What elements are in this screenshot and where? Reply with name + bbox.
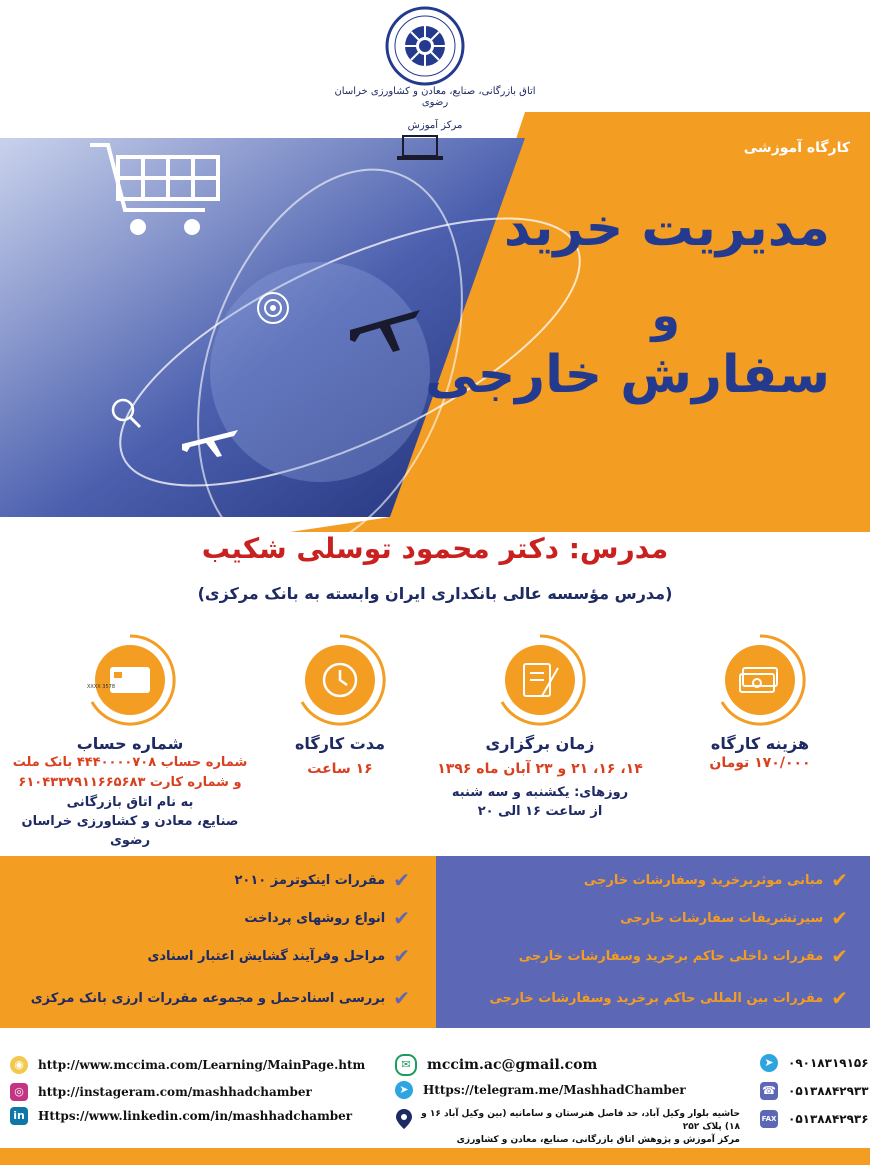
instructor-affiliation: (مدرس مؤسسه عالی بانکداری ایران وابسته به بانک مرکزی) (197, 584, 673, 603)
org-unit: مرکز آموزش (407, 120, 463, 131)
topic-left-item: ✔ مقررات اینکوترمز ۲۰۱۰ (234, 868, 410, 892)
shopping-cart-icon (80, 135, 230, 245)
account-info (5, 630, 255, 850)
phone-row[interactable] (760, 1082, 869, 1100)
email-icon: ✉ (395, 1054, 417, 1076)
instagram-icon: ◎ (10, 1083, 28, 1101)
schedule-dates: ۱۴، ۱۶، ۲۱ و ۲۳ آبان ماه ۱۳۹۶ (437, 761, 643, 777)
course-title-and: و (651, 288, 680, 342)
duration-value: ۱۶ ساعت (307, 761, 373, 777)
magnifier-icon (108, 395, 144, 431)
address-line2: مرکز آموزش و پژوهش اتاق بازرگانی، صنایع، معادن و کشاورزی (456, 1135, 740, 1145)
mobile-number[interactable]: ۰۹۰۱۸۳۱۹۱۵۶ (788, 1056, 869, 1070)
telegram-link[interactable]: Https://telegram.me/MashhadChamber (423, 1083, 686, 1097)
email-link[interactable]: mccim.ac@gmail.com (427, 1057, 598, 1073)
checkmark-icon: ✔ (393, 906, 410, 930)
duration-title: مدت کارگاه (294, 734, 386, 753)
duration-info (240, 630, 440, 779)
fax-number[interactable]: ۰۵۱۳۸۸۴۲۹۳۶ (788, 1112, 869, 1126)
fee-title: هزینه کارگاه (710, 734, 810, 753)
fee-ring (710, 630, 810, 730)
fee-info (660, 630, 860, 773)
account-title: شماره حساب (76, 734, 184, 753)
course-title-line2: سفارش خارجی (425, 345, 830, 405)
duration-ring (290, 630, 390, 730)
telegram-small-icon: ➤ (760, 1054, 778, 1072)
instagram-link[interactable]: http://instageram.com/mashhadchamber (38, 1085, 312, 1099)
org-name: اتاق بازرگانی، صنایع، معادن و کشاورزی خراسان رضوی (334, 86, 536, 108)
course-title-line1: مدیریت خرید (503, 198, 830, 258)
fee-value: ۱۷۰/۰۰۰ تومان (709, 755, 811, 771)
website-link[interactable]: http://www.mccima.com/Learning/MainPage.htm (38, 1058, 366, 1072)
linkedin-icon: in (10, 1107, 28, 1125)
topic-right-item: ✔ سیرتشریفات سفارشات خارجی (620, 906, 848, 930)
card-number: و شماره کارت ۶۱۰۴۳۳۷۹۱۱۶۶۵۶۸۳ (18, 775, 242, 790)
topic-right-item: ✔ مقررات داخلی حاکم برخرید وسفارشات خارجی (518, 944, 848, 968)
telegram-row[interactable] (395, 1081, 686, 1099)
fax-icon: FAX (760, 1110, 778, 1128)
laptop-icon (395, 132, 445, 162)
linkedin-row[interactable] (10, 1107, 352, 1125)
topic-right-item: ✔ مبانی موثربرخرید وسفارشات خارجی (583, 868, 848, 892)
instagram-row[interactable] (10, 1083, 312, 1101)
linkedin-link[interactable]: Https://www.linkedin.com/in/mashhadchamber (38, 1109, 353, 1123)
account-owner-line1: به نام اتاق بازرگانی (66, 795, 194, 810)
bottom-accent-bar (0, 1148, 870, 1165)
chamber-logo (385, 6, 465, 86)
schedule-title: زمان برگزاری (485, 734, 595, 753)
target-icon (255, 290, 291, 326)
checkmark-icon: ✔ (831, 986, 848, 1010)
account-owner-line2: صنایع، معادن و کشاورزی خراسان رضوی (21, 814, 239, 848)
checkmark-icon: ✔ (831, 944, 848, 968)
checkmark-icon: ✔ (393, 944, 410, 968)
checkmark-icon: ✔ (393, 868, 410, 892)
schedule-ring (490, 630, 590, 730)
airplane-small-icon (180, 420, 240, 460)
account-ring (80, 630, 180, 730)
globe-logo-icon: ◉ (10, 1056, 28, 1074)
account-number: شماره حساب ۴۴۴۰۰۰۰۷۰۸ بانک ملت (12, 755, 248, 770)
topic-right-item: ✔ مقررات بین المللی حاکم برخرید وسفارشات خارجی (489, 986, 848, 1010)
schedule-hours: از ساعت ۱۶ الی ۲۰ (477, 804, 603, 819)
location-icon (395, 1108, 413, 1130)
checkmark-icon: ✔ (831, 906, 848, 930)
instructor-name: مدرس: دکتر محمود توسلی شکیب (201, 532, 669, 565)
checkmark-icon: ✔ (393, 986, 410, 1010)
phone-icon: ☎ (760, 1082, 778, 1100)
topic-left-item: ✔ مراحل وفرآیند گشایش اعتبار اسنادی (147, 944, 410, 968)
topic-left-item: ✔ انواع روشهای پرداخت (244, 906, 410, 930)
phone-number[interactable]: ۰۵۱۳۸۸۴۲۹۳۳ (788, 1084, 869, 1098)
email-row[interactable] (395, 1054, 597, 1076)
card-number-text: XXXX 3578 (86, 684, 115, 690)
address-line1: حاشیه بلوار وکیل آباد، حد فاصل هنرستان و سامانیه (بین وکیل آباد ۱۶ و ۱۸) پلاک ۲۵۲ (421, 1109, 740, 1132)
telegram-icon: ➤ (395, 1081, 413, 1099)
website-row[interactable] (10, 1056, 365, 1074)
airplane-icon (345, 290, 425, 360)
schedule-days: روزهای: یکشنبه و سه شنبه (451, 785, 629, 800)
topic-left-item: ✔ بررسی اسنادحمل و مجموعه مقررات ارزی بانک مرکزی (30, 986, 410, 1010)
workshop-label: کارگاه آموزشی (743, 140, 850, 156)
mobile-row[interactable] (760, 1054, 869, 1072)
fax-row[interactable] (760, 1110, 869, 1128)
checkmark-icon: ✔ (831, 868, 848, 892)
schedule-info (430, 630, 650, 821)
